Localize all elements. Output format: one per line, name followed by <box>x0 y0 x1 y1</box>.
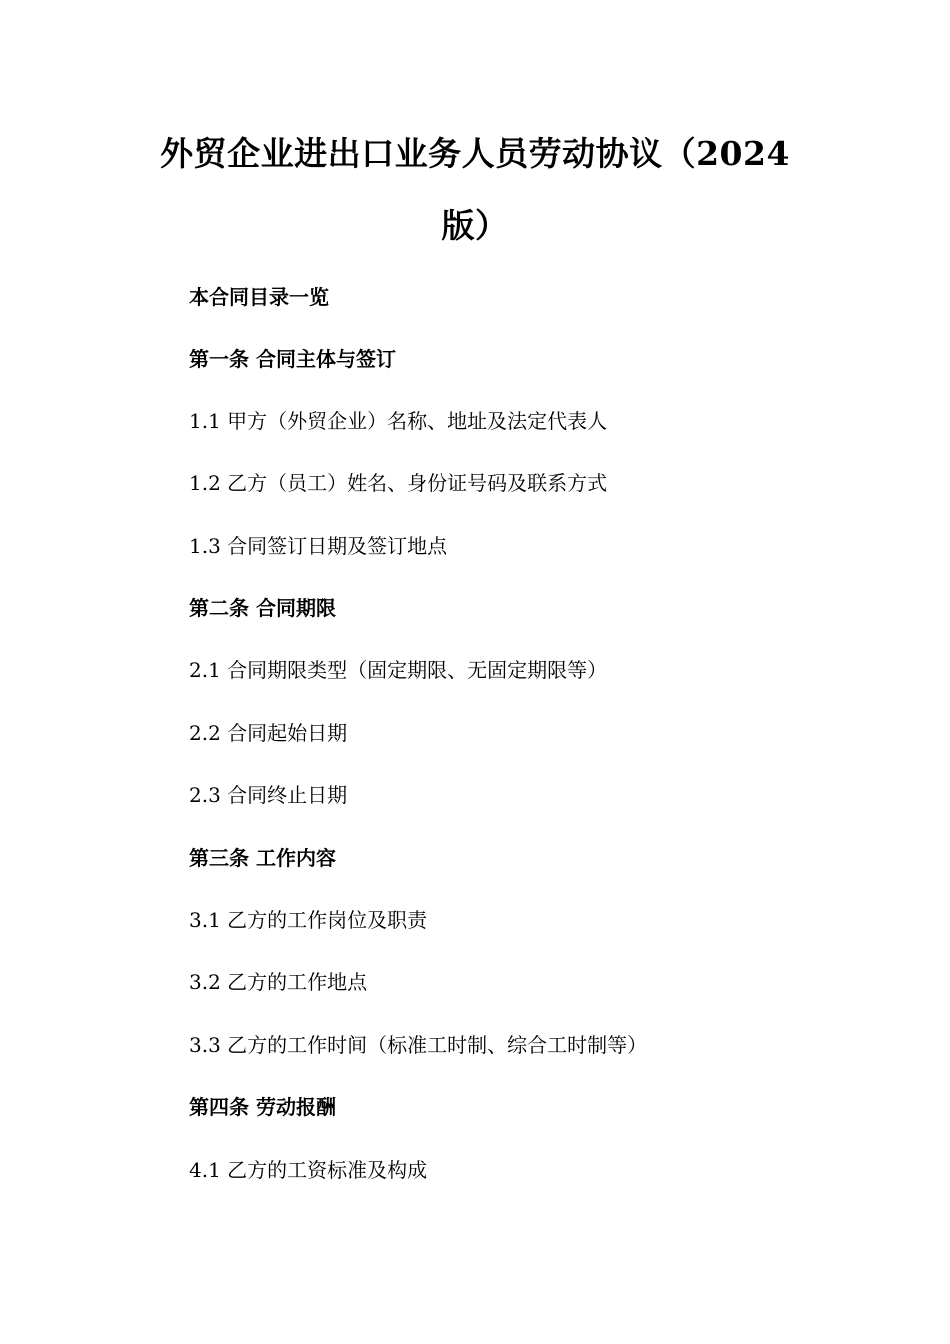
toc-entry: 第三条 工作内容 <box>189 846 336 870</box>
document-title-line-2: 版） <box>441 206 509 245</box>
toc-entry: 4.1 乙方的工资标准及构成 <box>189 1158 428 1182</box>
document-title-line-1: 外贸企业进出口业务人员劳动协议（2024 <box>160 134 790 173</box>
toc-entry: 第四条 劳动报酬 <box>189 1095 336 1119</box>
toc-entry: 3.3 乙方的工作时间（标准工时制、综合工时制等） <box>189 1033 648 1057</box>
toc-heading: 本合同目录一览 <box>189 285 329 309</box>
toc-entry: 2.2 合同起始日期 <box>189 721 348 745</box>
toc-entry: 第二条 合同期限 <box>189 596 336 620</box>
toc-entry: 第一条 合同主体与签订 <box>189 347 396 371</box>
toc-entry: 1.3 合同签订日期及签订地点 <box>189 534 448 558</box>
toc-entry: 2.3 合同终止日期 <box>189 783 348 807</box>
toc-entry: 1.1 甲方（外贸企业）名称、地址及法定代表人 <box>189 409 608 433</box>
toc-entry: 1.2 乙方（员工）姓名、身份证号码及联系方式 <box>189 471 608 495</box>
toc-entry: 2.1 合同期限类型（固定期限、无固定期限等） <box>189 658 608 682</box>
toc-entry: 3.1 乙方的工作岗位及职责 <box>189 908 428 932</box>
toc-entry: 3.2 乙方的工作地点 <box>189 970 368 994</box>
